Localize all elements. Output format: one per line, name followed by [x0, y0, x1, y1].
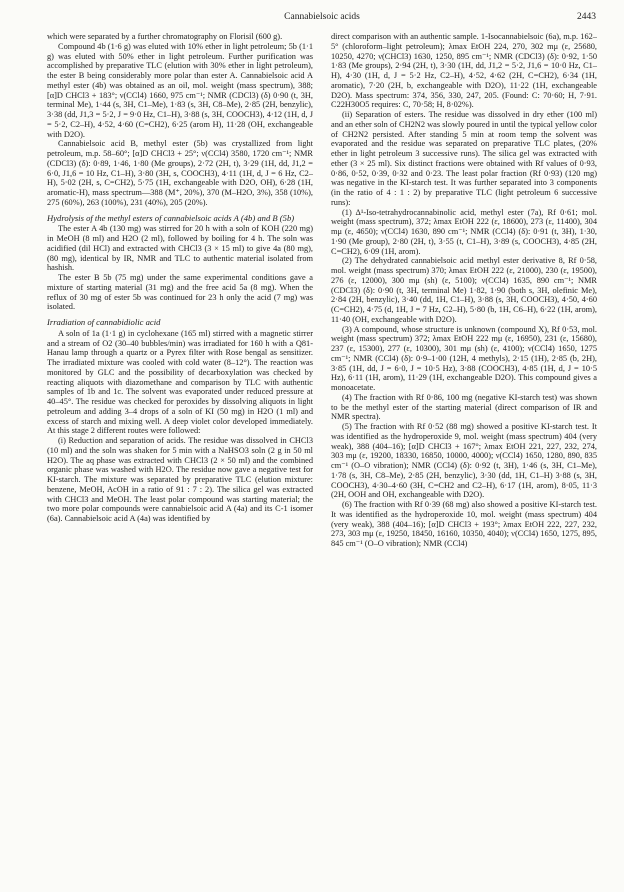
paragraph: The ester A 4b (130 mg) was stirred for 20 h with a soln of KOH (220 mg) in MeOH (8 ml) and H2O (2 ml), followed by boiling for 4 h. The soln was acidified (dil HCl) and extracted with CHCl3 (3 × 15 ml) to give 4a (80 mg), (80 mg), identical by IR, NMR and TLC to authentic material isolated from hashish. [47, 224, 313, 273]
running-header [48, 12, 596, 26]
paragraph: direct comparison with an authentic sample. 1-Isocannabielsoic (6a), m.p. 162–5° (chloroform–light petroleum); λmax EtOH 224, 270, 302 mμ (ε, 25680, 10250, 4270; ν(CHCl3) 1630, 1250, 895 cm⁻¹; NMR (CDCl3) (δ): 0·92, 1·50 1·83 (Me groups), 2·94 (2H, t), 3·30 (1H, dd, J1,2 = 5·2, J1,6 = 10·0 Hz, C1–H), 4·30 (1H, d, J = 5·2 Hz, C2–H), 4·52, 4·62 (2H, C=CH2), 6·34 (1H, aromatic), 7·20 (2H, b, exchangeable with D2O), 11·22 (1H, exchangeable D2O). Mass spectrum: 374, 356, 330, 247, 205. (Found: C: 70·60; H, 7·91. C22H30O5 requires: C, 70·58; H, 8·02%). [331, 32, 597, 110]
section-heading: Irradiation of cannabidiolic acid [47, 317, 161, 327]
section-heading: Hydrolysis of the methyl esters of cannabielsoic acids A (4b) and B (5b) [47, 212, 295, 223]
paragraph: (6) The fraction with Rf 0·39 (68 mg) also showed a positive KI-starch test. It was identified as the hydroperoxide 10, mol. weight (mass spectrum) 404 (very weak), 388 (404–16); [α]D CHCl3 + 193°; λmax EtOH 222, 227, 232, 273, 303 mμ (ε, 19250, 18450, 16160, 10350, 4040); ν(CCl4) 1650, 1275, 895, 845 cm⁻¹ (O–O vibration); NMR (CCl4) [331, 500, 597, 548]
paragraph: (3) A compound, whose structure is unknown (compound X), Rf 0·53, mol. weight (mass spectrum) 372; λmax EtOH 222 mμ (ε, 16950), 231 (ε, 15680), 237 (ε, 15300), 277 (ε, 10300), 301 mμ (sh) (ε, 4100); ν(CCl4) 1650, 1275 cm⁻¹; NMR (CCl4) (δ): 0·9–1·00 (12H, 4 methyls), 2·15 (1H), 2·85 (b, 2H), 3·85 (1H, dd, J = 6·0, J = 10·5 Hz), 3·88 (COOCH3), 4·85 (1H, d, J = 10·5 Hz), 6·11 (1H, arom), 11·29 (1H, exchangeable D2O). This compound gives a monoacetate. [331, 324, 597, 392]
paragraph: (i) Reduction and separation of acids. The residue was dissolved in CHCl3 (10 ml) and the soln was shaken for 5 min with a NaHSO3 soln (2 g in 50 ml H2O). The aq phase was extracted with CHCl3 (2 × 50 ml) and the combined organic phase was washed with H2O. The residue now gave a negative test for KI-starch. The mixture was separated by preparative TLC (elution mixture: benzene, MeOH, AcOH in a ratio of 91 : 7 : 2). The silica gel was extracted with CHCl3 and MeOH. The least polar compound was starting material; the two more polar compounds were cannabielsoic acid A (4a) and its C-1 isomer (6a). Cannabielsoic acid A (4a) was identified by [47, 436, 313, 523]
paragraph: The ester B 5b (75 mg) under the same experimental conditions gave a mixture of starting material (31 mg) and the free acid 5a (8 mg). When the reflux of 30 mg of ester 5b was continued for 23 h only the acid (7 mg) was isolated. [47, 273, 313, 312]
left-column [47, 32, 313, 882]
paragraph: (4) The fraction with Rf 0·86, 100 mg (negative KI-starch test) was shown to be the methyl ester of the starting material (direct comparison of IR and NMR spectra). [331, 392, 597, 422]
right-column [331, 32, 597, 882]
paragraph: A soln of 1a (1·1 g) in cyclohexane (165 ml) stirred with a magnetic stirrer and a stream of O2 (30–40 bubbles/min) was irradiated for 160 h with a Q81-Hanau lamp through a quartz or a Pyrex filter with Rose bengal as sensitizer. The irradiated mixture was cooled with cold water (8–12°). The reaction was monitored by GLC and the possibility of decarboxylation was checked by reacting aliquots with diazomethane and comparison by TLC with authentic samples of 1b and 1c. The solvent was evaporated under reduced pressure at 40–45°. The residue was checked for peroxides by dissolving aliquots in light petroleum and adding 3–4 drops of a soln of KI (50 mg) in H2O (1 ml) and excess of starch and mixing well. A deep violet color developed immediately. At this stage 2 different routes were followed: [47, 328, 313, 436]
paragraph: which were separated by a further chromatography on Florisil (600 g). [47, 32, 283, 41]
paragraph: (5) The fraction with Rf 0·52 (88 mg) showed a positive KI-starch test. It was identified as the hydroperoxide 9, mol. weight (mass spectrum) 404 (very weak), 388 (404–16); [α]D CHCl3 + 167°; λmax EtOH 221, 227, 232, 274, 303 mμ (ε, 19200, 18330, 16850, 10000, 4000); ν(CCl4) 1650, 1280, 890, 835 cm⁻¹ (O–O vibration); NMR (CCl4) (δ): 0·92 (t, 3H), 1·46 (s, 3H, C1–Me), 1·78 (s, 3H, C8–Me), 2·85 (2H, benzylic), 3·30 (dd, 1H, C1–H) 3·88 (s, 3H, COOCH3), 4·30–4·60 (3H, C=CH2 and C2–H), 6·17 (1H, arom), 8·05, 11·3 (2H, OOH and OH, exchangeable with D2O). [331, 422, 597, 500]
paragraph: (1) Δ¹-Iso-tetrahydrocannabinolic acid, methyl ester (7a), Rf 0·61; mol. weight (mass spectrum), 372; λmax EtOH 222 (ε, 18600), 273 (ε, 11400), 304 mμ (ε, 4650); ν(CCl4) 1630, 890 cm⁻¹; NMR (CCl4) (δ): 0·91 (t, 3H), 1·30, 1·90 (Me group), 2·80 (2H, t), 3·55 (t, C1–H), 3·89 (s, COOCH3), 4·85 (2H, C=CH2), 6·09 (1H, arom). [331, 207, 597, 256]
paragraph: (2) The dehydrated cannabielsoic acid methyl ester derivative 8, Rf 0·58, mol. weight (mass spectrum) 370; λmax EtOH 222 (ε, 21000), 230 (ε, 19500), 276 (ε, 12000), 300 mμ (sh) (ε, 5100); ν(CCl4) 1635, 890 cm⁻¹; NMR (CDCl3) (δ): 0·90 (t, 3H, terminal Me) 1·82, 1·90 (both s, 3H, olefinic Me), 2·84 (2H, benzylic), 3·40 (dd, 1H, C1–H), 3·88 (s, 3H, COOCH3), 4·50, 4·60 (C=CH2), 4·75 (d, 1H, J = 7 Hz, C2–H), 5·80 (b, 1H, C6–H), 6·22 (1H, arom), 11·40 (OH, exchangeable with D2O). [331, 256, 597, 324]
two-column-body [47, 32, 597, 882]
paragraph: Compound 4b (1·6 g) was eluted with 10% ether in light petroleum; 5b (1·1 g) was eluted with 50% ether in light petroleum. Further purification was accomplished by preparative TLC (elution with 30% ether in light petroleum), the ester B being considerably more polar than ester A. Cannabielsoic acid A methyl ester (4b) was obtained as an oil, mol. weight (mass spectrum), 388; [α]D CHCl3 + 183°; ν(CCl4) 1660, 975 cm⁻¹; NMR (CDCl3) (δ) 0·90 (t, 3H, terminal Me), 1·44 (s, 3H, C1–Me), 1·83 (s, 3H, C8–Me), 2·85 (2H, benzylic), 3·38 (dd, J1,3 = 5·2, J = 9·0 Hz, C1–H), 3·88 (s, 3H, COOCH3), 4·12 (1H, d, J = 5·2, C2–H), 4·52, 4·60 (C=CH2), 6·25 (arom H), 11·28 (OH, exchangeable with D2O). [47, 41, 313, 139]
paragraph: Cannabielsoic acid B, methyl ester (5b) was crystallized from light petroleum, m.p. 58–60°; [α]D CHCl3 + 25°; ν(CCl4) 3580, 1720 cm⁻¹; NMR (CDCl3) (δ): 0·89, 1·46, 1·80 (Me groups), 2·72 (2H, t), 3·29 (1H, dd, J1,2 = 6·0, J1,6 = 10 Hz, C1–H), 3·80 (3H, s, COOCH3), 4·11 (1H, d, J = 6 Hz, C2–H), 5·02 (2H, s, C=CH2), 5·75 (1H, exchangeable with D2O, OH), 6·28 (1H, aromatic-H), mass spectrum—388 (M⁺, 20%), 370 (M–H2O, 3%), 358 (10%), 275 (60%), 263 (100%), 231 (40%), 205 (20%). [47, 139, 313, 207]
paragraph: (ii) Separation of esters. The residue was dissolved in dry ether (100 ml) and an ether soln of CH2N2 was slowly poured in until the typical yellow color of CH2N2 persisted. After standing 5 min at room temp the solvent was evaporated and the residue was separated on preparative TLC plates, (20% ether in light petroleum 3 successive runs). The silica gel was extracted with ether (3 × 25 ml). Six distinct fractions were obtained with Rf values of 0·93, 0·86, 0·52, 0·39, 0·32 and 0·23. The least polar fraction (Rf 0·93) (120 mg) was negative in the KI-starch test. It was further separated into 3 components (in the ratio of 4 : 1 : 2) by preparative TLC (light petroleum 6 successive runs): [331, 110, 597, 207]
running-title: Cannabielsoic acids [284, 12, 360, 22]
page-number: 2443 [577, 12, 596, 22]
